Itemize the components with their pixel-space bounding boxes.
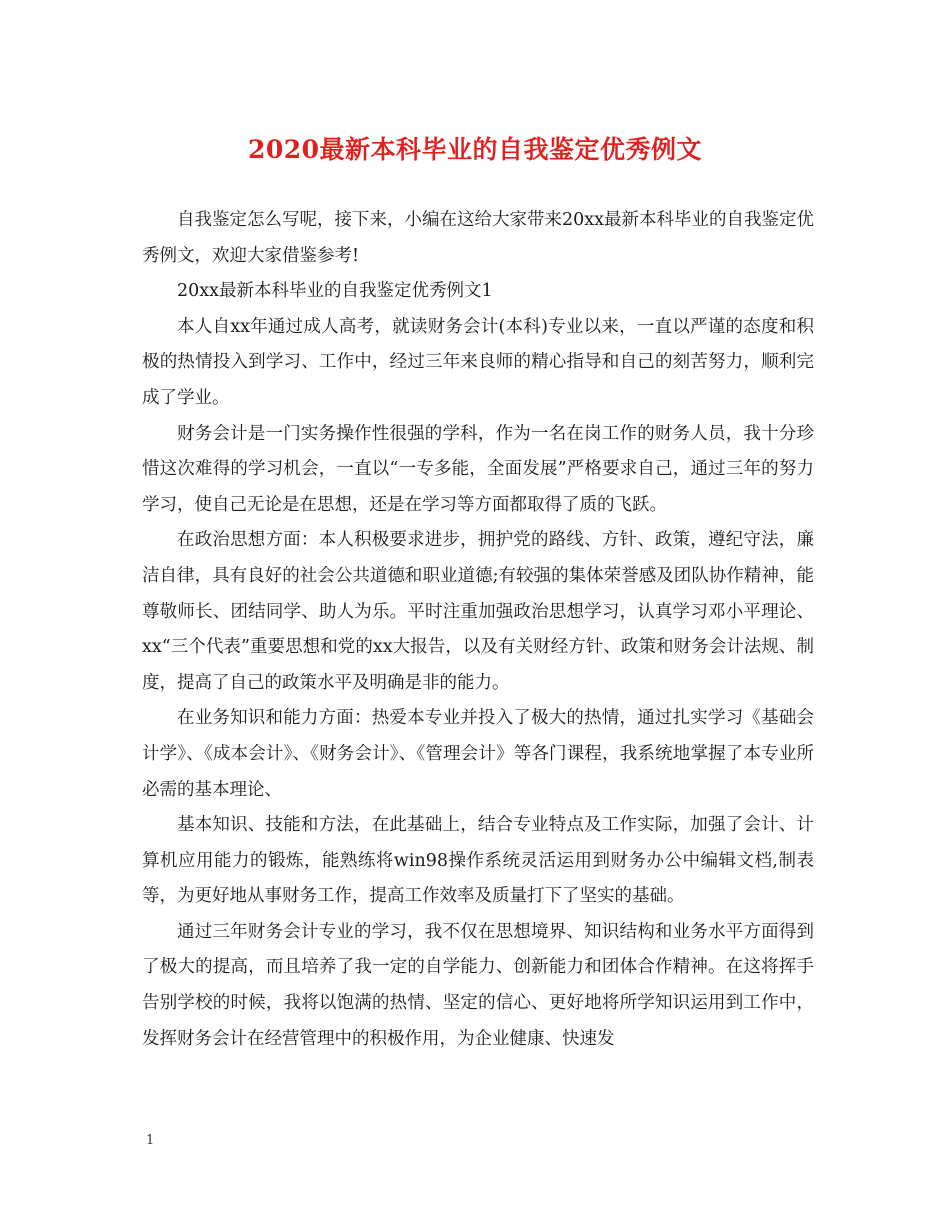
document-title: 2020最新本科毕业的自我鉴定优秀例文: [247, 135, 703, 164]
paragraph-intro: 自我鉴定怎么写呢，接下来，小编在这给大家带来20xx最新本科毕业的自我鉴定优秀例文，欢迎大家借鉴参考!: [142, 210, 815, 266]
paragraph-study-opportunity: 财务会计是一门实务操作性很强的学科，作为一名在岗工作的财务人员，我十分珍惜这次难得的学习机会，一直以“一专多能，全面发展”严格要求自己，通过三年的努力学习，使自己无论是在思想，还是在学习等方面都取得了质的飞跃。: [142, 423, 814, 515]
paragraph-summary: 通过三年财务会计专业的学习，我不仅在思想境界、知识结构和业务水平方面得到了极大的提高，而且培养了我一定的自学能力、创新能力和团体合作精神。在这将挥手告别学校的时候，我将以饱满的热情、坚定的信心、更好地将所学知识运用到工作中，发挥财务会计在经营管理中的积极作用，为企业健康、快速发: [142, 921, 814, 1049]
paragraph-skills: 基本知识、技能和方法，在此基础上，结合专业特点及工作实际，加强了会计、计算机应用能力的锻炼，能熟练将win98操作系统灵活运用到财务办公中编辑文档,制表等，为更好地从事财务工作，提高工作效率及质量打下了坚实的基础。: [142, 815, 814, 907]
paragraph-political-thought: 在政治思想方面：本人积极要求进步，拥护党的路线、方针、政策，遵纪守法，廉洁自律，具有良好的社会公共道德和职业道德;有较强的集体荣誉感及团队协作精神，能尊敬师长、团结同学、助人为乐。平时注重加强政治思想学习，认真学习邓小平理论、xx“三个代表”重要思想和党的xx大报告，以及有关财经方针、政策和财务会计法规、制度，提高了自己的政策水平及明确是非的能力。: [142, 530, 814, 693]
paragraph-background: 本人自xx年通过成人高考，就读财务会计(本科)专业以来，一直以严谨的态度和积极的热情投入到学习、工作中，经过三年来良师的精心指导和自己的刻苦努力，顺利完成了学业。: [142, 316, 814, 408]
page-number: 1: [146, 1133, 155, 1148]
paragraph-subtitle: 20xx最新本科毕业的自我鉴定优秀例文1: [177, 281, 493, 302]
document-body: [142, 203, 814, 1057]
paragraph-professional-knowledge: 在业务知识和能力方面：热爱本专业并投入了极大的热情，通过扎实学习《基础会计学》、《成本会计》、《财务会计》、《管理会计》等各门课程，我系统地掌握了本专业所必需的基本理论、: [142, 708, 814, 800]
